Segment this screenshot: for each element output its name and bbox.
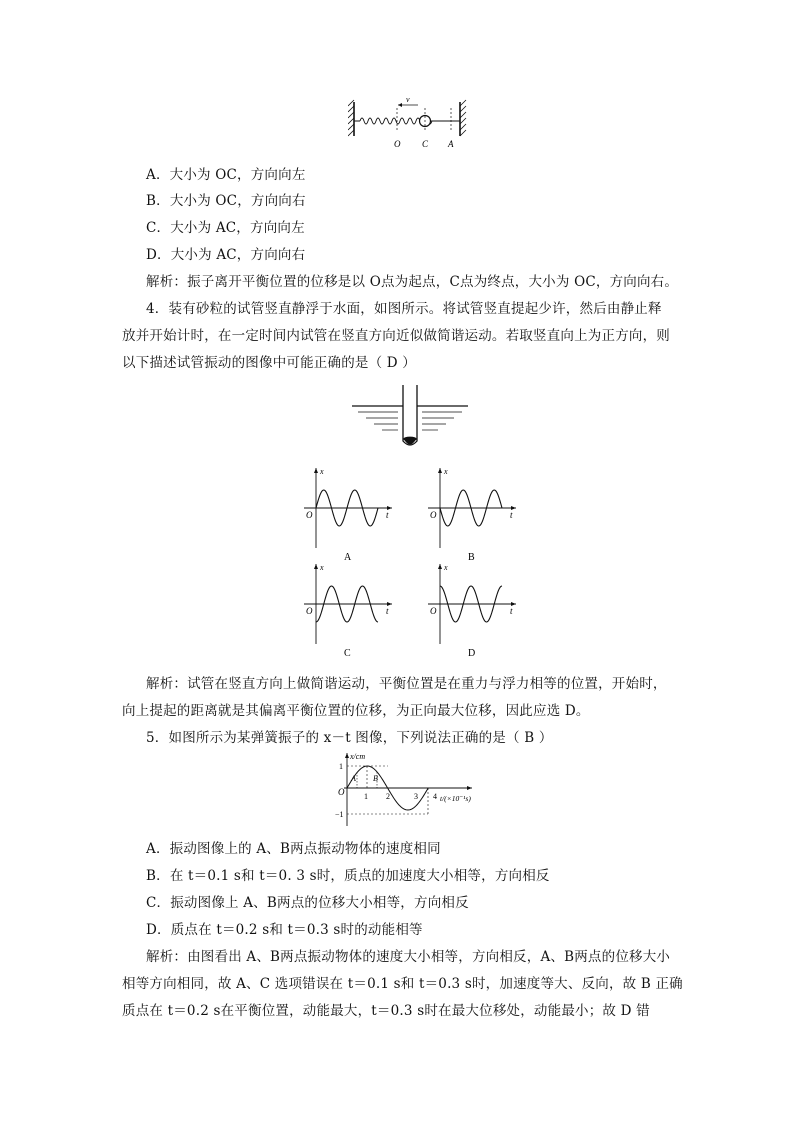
origin-label: O — [306, 606, 313, 616]
q5-analysis-line-1: 解析：由图看出 A、B两点振动物体的速度大小相等，方向相反，A、B两点的位移大小 — [146, 949, 671, 965]
q5-xt-graph — [334, 750, 504, 828]
point-A-label: A — [448, 139, 454, 149]
q5-analysis-line-2: 相等方向相同，故 A、C 选项错误在 t＝0.1 s和 t＝0.3 s时，加速度等大、反向，故 B 正确 — [122, 976, 683, 992]
test-tube-figure — [350, 383, 470, 455]
graph-c — [300, 560, 400, 660]
q4-stem-line-3: 以下描述试管振动的图像中可能正确的是（ D ） — [122, 355, 417, 371]
q5-point-B: B — [373, 774, 378, 783]
q3-option-d: D．大小为 AC，方向向右 — [146, 247, 306, 263]
origin-label: O — [306, 510, 313, 520]
q3-option-b: B．大小为 OC，方向向右 — [146, 193, 306, 209]
q3-option-a: A．大小为 OC，方向向左 — [146, 167, 306, 183]
test-tube — [403, 385, 417, 445]
x-axis-label: x — [444, 563, 448, 572]
graph-b — [424, 464, 524, 564]
q4-analysis-line-2: 向上提起的距离就是其偏离平衡位置的位移，为正向最大位移，因此应选 D。 — [122, 703, 590, 719]
graph-label: B — [468, 552, 475, 563]
q5-y-tick-neg1: −1 — [335, 810, 344, 819]
t-axis-label: t — [510, 606, 513, 616]
q4-analysis-line-1: 解析：试管在竖直方向上做简谐运动，平衡位置是在重力与浮力相等的位置，开始时， — [146, 676, 667, 692]
velocity-label: v — [406, 96, 410, 104]
t-axis-label: t — [510, 510, 513, 520]
graph-label: A — [344, 552, 352, 563]
q5-y-label: x/cm — [350, 752, 366, 761]
q5-origin: O — [338, 787, 345, 797]
q4-stem-line-2: 放并开始计时，在一定时间内试管在竖直方向近似做简谐运动。若取竖直向上为正方向，则 — [122, 328, 670, 344]
graph-label: D — [468, 648, 476, 659]
t-axis-label: t — [386, 606, 389, 616]
q5-point-A: A — [351, 774, 356, 783]
origin-label: O — [430, 510, 437, 520]
graph-label: C — [344, 648, 351, 659]
spring-oscillator-figure — [348, 96, 468, 152]
q5-x-tick-3: 3 — [414, 792, 418, 801]
q5-option-a: A．振动图像上的 A、B两点振动物体的速度相同 — [146, 841, 441, 857]
point-C-label: C — [422, 139, 429, 149]
origin-label: O — [430, 606, 437, 616]
graph-d — [424, 560, 524, 660]
graph-a — [300, 464, 400, 564]
q4-stem-line-1: 4．装有砂粒的试管竖直静浮于水面，如图所示。将试管竖直提起少许，然后由静止释 — [146, 301, 662, 317]
q5-analysis-line-3: 质点在 t＝0.2 s在平衡位置，动能最大，t＝0.3 s时在最大位移处，动能最小；故 D 错 — [122, 1003, 650, 1019]
x-axis-label: x — [320, 563, 324, 572]
q5-y-tick-1: 1 — [339, 762, 343, 771]
q5-option-b: B．在 t＝0.1 s和 t＝0. 3 s时，质点的加速度大小相等，方向相反 — [146, 868, 550, 884]
q3-analysis: 解析：振子离开平衡位置的位移是以 O点为起点，C点为终点，大小为 OC，方向向右。 — [146, 274, 679, 290]
x-axis-label: x — [320, 467, 324, 476]
t-axis-label: t — [386, 510, 389, 520]
q5-option-d: D．质点在 t＝0.2 s和 t＝0.3 s时的动能相等 — [146, 922, 423, 938]
q5-option-c: C．振动图像上 A、B两点的位移大小相等，方向相反 — [146, 895, 469, 911]
point-O-label: O — [394, 139, 401, 149]
q5-stem: 5．如图所示为某弹簧振子的 x－t 图像，下列说法正确的是（ B ） — [146, 730, 553, 746]
x-axis-label: x — [444, 467, 448, 476]
q5-x-tick-4: 4 — [433, 792, 437, 801]
q3-option-c: C．大小为 AC，方向向左 — [146, 220, 305, 236]
q5-x-label: t/(×10⁻¹s) — [440, 794, 471, 803]
q5-x-tick-2: 2 — [386, 792, 390, 801]
q5-x-tick-1: 1 — [364, 792, 368, 801]
